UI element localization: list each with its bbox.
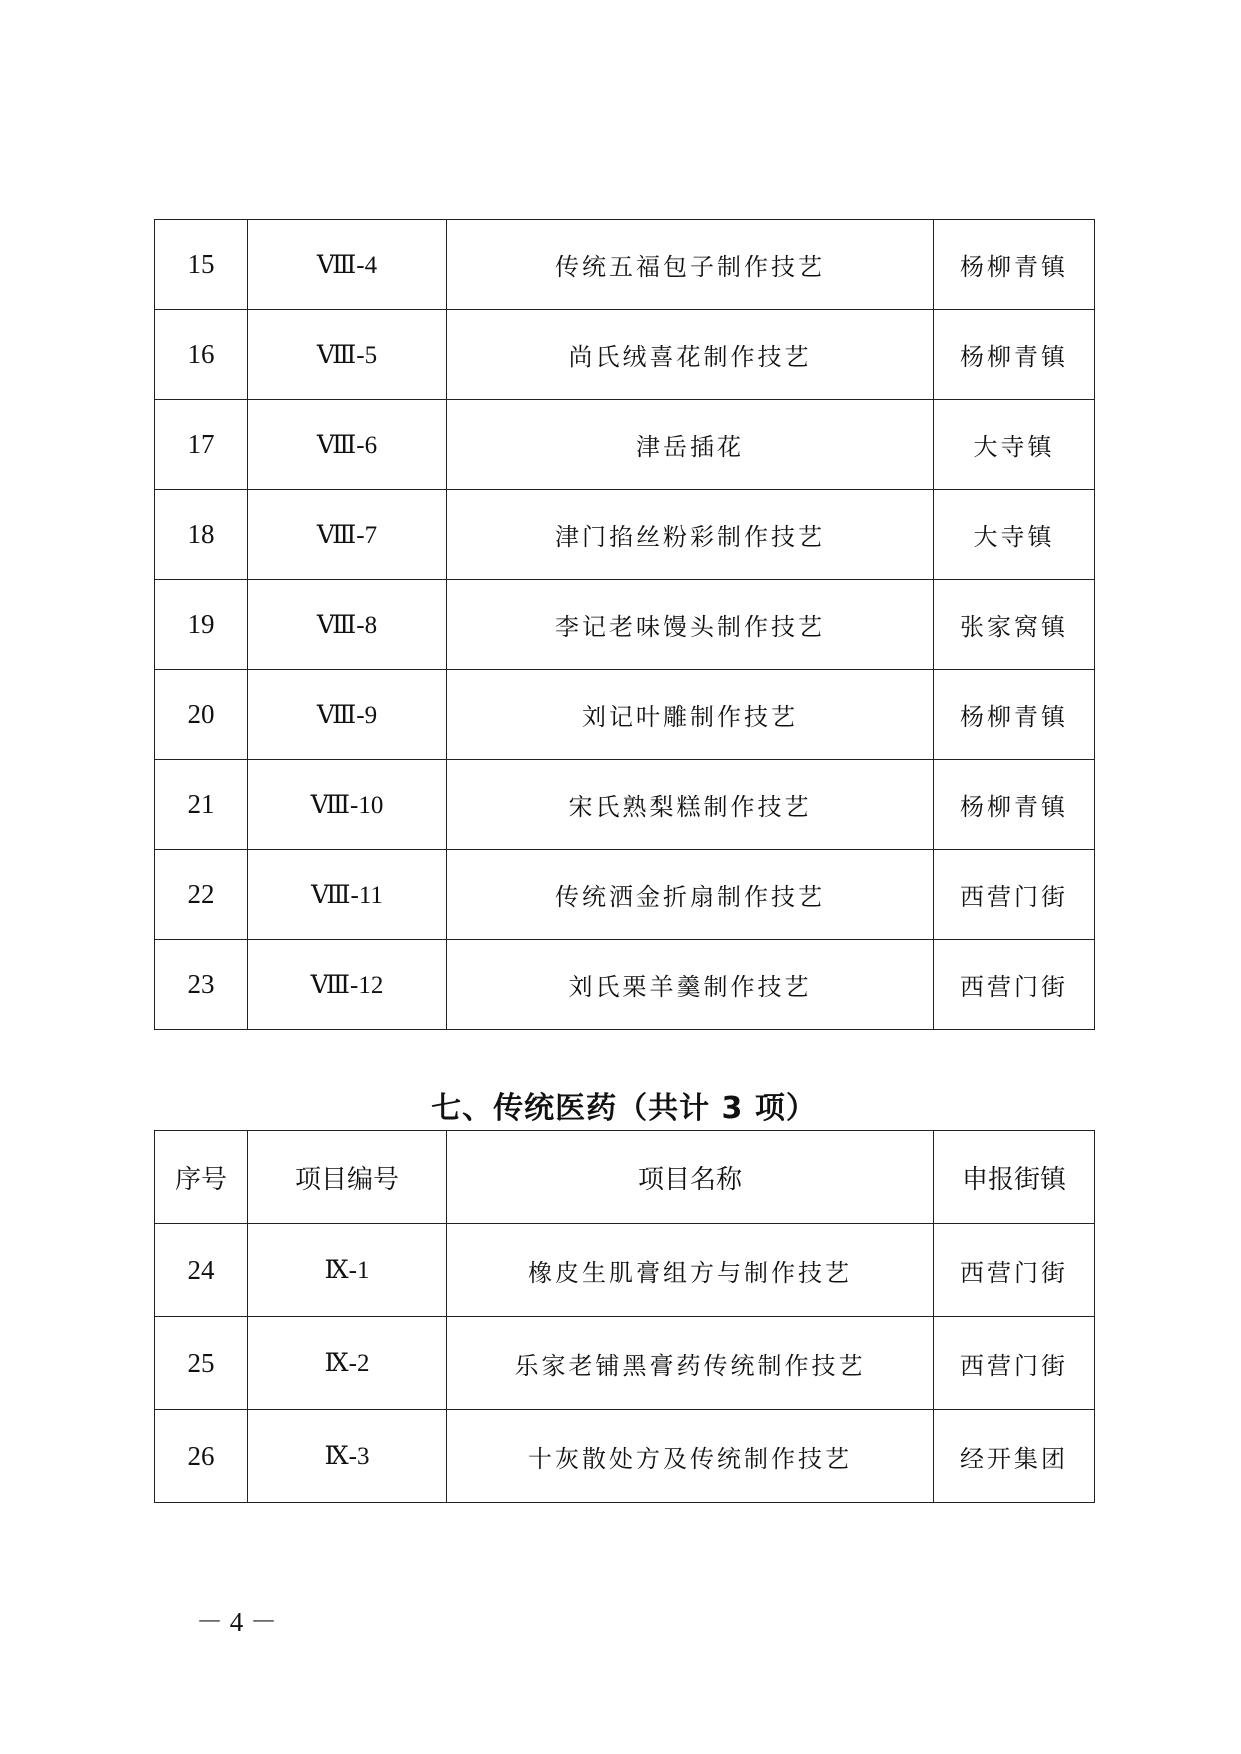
reporting-town: 张家窝镇 xyxy=(934,580,1095,670)
row-number: 24 xyxy=(155,1224,248,1317)
project-code: Ⅷ-6 xyxy=(248,400,447,490)
project-code: Ⅷ-8 xyxy=(248,580,447,670)
project-name: 橡皮生肌膏组方与制作技艺 xyxy=(447,1224,934,1317)
reporting-town: 大寺镇 xyxy=(934,400,1095,490)
section-title: 七、传统医药（共计 3 项） xyxy=(431,1091,817,1126)
row-number: 19 xyxy=(155,580,248,670)
reporting-town: 西营门街 xyxy=(934,1317,1095,1410)
table-row xyxy=(155,220,1095,310)
page-number: － 4 － xyxy=(196,1607,277,1637)
table-header-row xyxy=(155,1131,1095,1224)
row-number: 18 xyxy=(155,490,248,580)
heritage-table-continued xyxy=(154,219,1095,1030)
reporting-town: 西营门街 xyxy=(934,1224,1095,1317)
reporting-town: 经开集团 xyxy=(934,1410,1095,1503)
table-row xyxy=(155,940,1095,1030)
table-row xyxy=(155,760,1095,850)
reporting-town: 西营门街 xyxy=(934,940,1095,1030)
project-code: Ⅸ-3 xyxy=(248,1410,447,1503)
row-number: 20 xyxy=(155,670,248,760)
reporting-town: 杨柳青镇 xyxy=(934,670,1095,760)
project-code: Ⅷ-4 xyxy=(248,220,447,310)
project-code: Ⅸ-1 xyxy=(248,1224,447,1317)
row-number: 25 xyxy=(155,1317,248,1410)
traditional-medicine-table xyxy=(154,1130,1095,1503)
row-number: 17 xyxy=(155,400,248,490)
project-name: 刘记叶雕制作技艺 xyxy=(447,670,934,760)
project-name: 乐家老铺黑膏药传统制作技艺 xyxy=(447,1317,934,1410)
table-row xyxy=(155,670,1095,760)
project-name: 刘氏栗羊羹制作技艺 xyxy=(447,940,934,1030)
reporting-town: 大寺镇 xyxy=(934,490,1095,580)
project-name: 津岳插花 xyxy=(447,400,934,490)
table-row xyxy=(155,490,1095,580)
project-code: Ⅷ-5 xyxy=(248,310,447,400)
header-name: 项目名称 xyxy=(447,1131,934,1224)
table-row xyxy=(155,1410,1095,1503)
table-row xyxy=(155,400,1095,490)
header-town: 申报街镇 xyxy=(934,1131,1095,1224)
project-name: 宋氏熟梨糕制作技艺 xyxy=(447,760,934,850)
project-name: 传统五福包子制作技艺 xyxy=(447,220,934,310)
row-number: 23 xyxy=(155,940,248,1030)
project-name: 十灰散处方及传统制作技艺 xyxy=(447,1410,934,1503)
reporting-town: 杨柳青镇 xyxy=(934,310,1095,400)
row-number: 16 xyxy=(155,310,248,400)
reporting-town: 杨柳青镇 xyxy=(934,760,1095,850)
row-number: 15 xyxy=(155,220,248,310)
table-row xyxy=(155,580,1095,670)
reporting-town: 杨柳青镇 xyxy=(934,220,1095,310)
project-name: 李记老味馒头制作技艺 xyxy=(447,580,934,670)
row-number: 26 xyxy=(155,1410,248,1503)
project-code: Ⅷ-10 xyxy=(248,760,447,850)
project-code: Ⅷ-12 xyxy=(248,940,447,1030)
row-number: 22 xyxy=(155,850,248,940)
project-code: Ⅷ-11 xyxy=(248,850,447,940)
table-row xyxy=(155,1224,1095,1317)
reporting-town: 西营门街 xyxy=(934,850,1095,940)
header-number: 序号 xyxy=(155,1131,248,1224)
project-code: Ⅷ-9 xyxy=(248,670,447,760)
table-row xyxy=(155,1317,1095,1410)
row-number: 21 xyxy=(155,760,248,850)
project-name: 尚氏绒喜花制作技艺 xyxy=(447,310,934,400)
table-row xyxy=(155,310,1095,400)
table-row xyxy=(155,850,1095,940)
header-code: 项目编号 xyxy=(248,1131,447,1224)
project-name: 津门掐丝粉彩制作技艺 xyxy=(447,490,934,580)
project-name: 传统洒金折扇制作技艺 xyxy=(447,850,934,940)
project-code: Ⅸ-2 xyxy=(248,1317,447,1410)
project-code: Ⅷ-7 xyxy=(248,490,447,580)
